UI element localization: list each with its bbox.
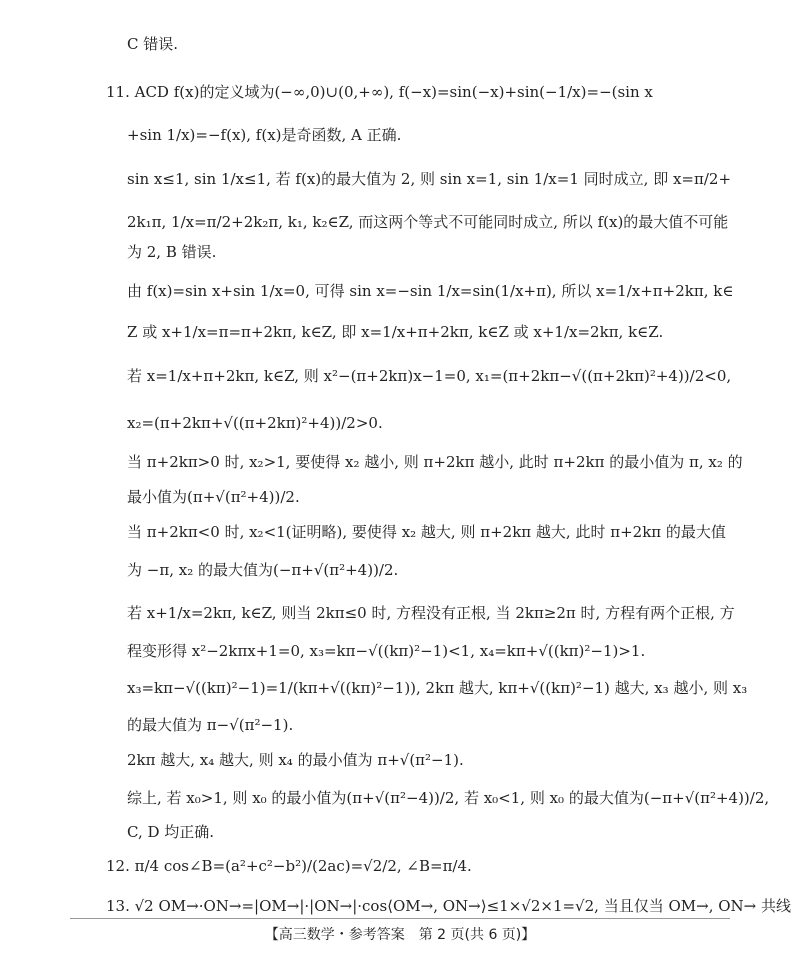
- text-line-19: 2kπ 越大, x₄ 越大, 则 x₄ 的最小值为 π+√(π²−1).: [127, 751, 464, 769]
- footer-rule: [70, 918, 730, 919]
- text-line-8: Z 或 x+1/x=π=π+2kπ, k∈Z, 即 x=1/x+π+2kπ, k∈Z 或 x+1/x=2kπ, k∈Z.: [127, 323, 664, 341]
- text-line-11: 当 π+2kπ>0 时, x₂>1, 要使得 x₂ 越小, 则 π+2kπ 越小, 此时 π+2kπ 的最小值为 π, x₂ 的: [127, 453, 743, 471]
- page-footer: 【高三数学・参考答案 第 2 页(共 6 页)】: [264, 927, 536, 943]
- text-line-13: 当 π+2kπ<0 时, x₂<1(证明略), 要使得 x₂ 越大, 则 π+2kπ 越大, 此时 π+2kπ 的最大值: [127, 523, 726, 541]
- text-line-14: 为 −π, x₂ 的最大值为(−π+√(π²+4))/2.: [127, 561, 399, 579]
- text-line-18: 的最大值为 π−√(π²−1).: [127, 716, 294, 734]
- text-line-23: 13. √2 OM→·ON→=|OM→|·|ON→|·cos⟨OM→, ON→⟩≤1×√2×1=√2, 当且仅当 OM→, ON→ 共线: [106, 897, 791, 915]
- text-line-5: 2k₁π, 1/x=π/2+2k₂π, k₁, k₂∈Z, 而这两个等式不可能同时成立, 所以 f(x)的最大值不可能: [127, 213, 729, 231]
- text-line-16: 程变形得 x²−2kπx+1=0, x₃=kπ−√((kπ)²−1)<1, x₄=kπ+√((kπ)²−1)>1.: [127, 642, 646, 660]
- text-line-3: +sin 1/x)=−f(x), f(x)是奇函数, A 正确.: [127, 126, 402, 144]
- text-line-9: 若 x=1/x+π+2kπ, k∈Z, 则 x²−(π+2kπ)x−1=0, x₁=(π+2kπ−√((π+2kπ)²+4))/2<0,: [127, 367, 732, 385]
- text-line-2: 11. ACD f(x)的定义域为(−∞,0)∪(0,+∞), f(−x)=sin(−x)+sin(−1/x)=−(sin x: [106, 83, 653, 101]
- text-line-17: x₃=kπ−√((kπ)²−1)=1/(kπ+√((kπ)²−1)), 2kπ 越大, kπ+√((kπ)²−1) 越大, x₃ 越小, 则 x₃: [127, 679, 748, 697]
- text-line-10: x₂=(π+2kπ+√((π+2kπ)²+4))/2>0.: [127, 414, 383, 432]
- text-line-4: sin x≤1, sin 1/x≤1, 若 f(x)的最大值为 2, 则 sin x=1, sin 1/x=1 同时成立, 即 x=π/2+: [127, 170, 732, 188]
- text-line-12: 最小值为(π+√(π²+4))/2.: [127, 488, 300, 506]
- text-line-6: 为 2, B 错误.: [127, 243, 217, 261]
- text-line-15: 若 x+1/x=2kπ, k∈Z, 则当 2kπ≤0 时, 方程没有正根, 当 2kπ≥2π 时, 方程有两个正根, 方: [127, 604, 735, 622]
- text-line-7: 由 f(x)=sin x+sin 1/x=0, 可得 sin x=−sin 1/x=sin(1/x+π), 所以 x=1/x+π+2kπ, k∈: [127, 282, 734, 300]
- text-line-1: C 错误.: [127, 35, 179, 53]
- text-line-20: 综上, 若 x₀>1, 则 x₀ 的最小值为(π+√(π²−4))/2, 若 x₀<1, 则 x₀ 的最大值为(−π+√(π²+4))/2,: [127, 789, 770, 807]
- text-line-22: 12. π/4 cos∠B=(a²+c²−b²)/(2ac)=√2/2, ∠B=π/4.: [106, 857, 472, 875]
- text-line-21: C, D 均正确.: [127, 823, 215, 841]
